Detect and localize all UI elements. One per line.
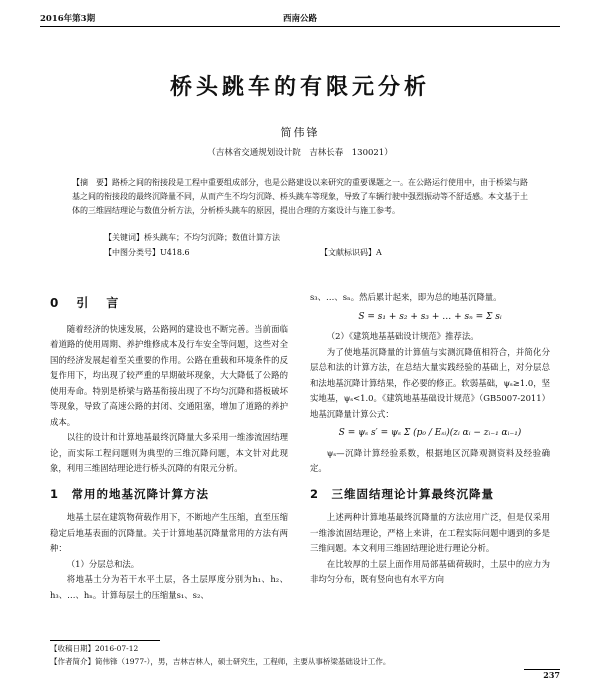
section-1-paragraph-3: s₃、…、sₙ。然后累计起来，即为总的地基沉降量。 (310, 292, 502, 302)
equation-2: S = ψₛ s′ = ψₛ Σ (p₀ / Eₛᵢ)(zᵢ αᵢ − zᵢ₋₁ αᵢ₋₁) (338, 428, 522, 438)
issue-label: 2016年第3期 (40, 14, 96, 24)
classification-row (104, 247, 494, 258)
equation-1: S = s₁ + s₂ + s₃ + … + sₙ = Σ sᵢ (358, 311, 502, 322)
right-column (310, 290, 550, 588)
affiliation: （吉林省交通规划设计院 吉林长春 130021） (207, 148, 393, 158)
paper-title: 桥头跳车的有限元分析 (169, 75, 430, 100)
document-code: 【文献标识码】A (320, 248, 382, 257)
left-column (50, 290, 288, 603)
section-2-paragraph-2: 在比较厚的土层上面作用局部基础荷载时，土层中的应力为非均匀分布，既有竖向也有水平方向 (310, 558, 550, 584)
author-name: 简伟锋 (280, 126, 320, 139)
section-2-paragraph-1: 上述两种计算地基最终沉降量的方法应用广泛，但是仅采用一维渗流固结理论，严格上来讲，在工程实际问题中遇到的多是三维问题。本文利用三维固结理论进行理论分析。 (310, 512, 550, 553)
section-1-paragraph-1: 地基土层在建筑物荷载作用下，不断地产生压缩，直至压缩稳定后地基表面的沉降量。关于计算地基沉降量常用的方法有两种： (50, 512, 288, 553)
section-1-paragraph-5: ψₛ—沉降计算经验系数，根据地区沉降观测资料及经验确定。 (310, 447, 550, 473)
clc-number: 【中图分类号】U418.6 (104, 248, 190, 257)
section-1-paragraph-4: 为了使地基沉降量的计算值与实测沉降值相符合，并简化分层总和法的计算方法，在总结大量实践经验的基础上，对分层总和法地基沉降计算结果，作必要的修正。软弱基础，ψₛ≥1.0，坚实地基，ψₛ<1.0。《建筑地基基础设计规范》（GB5007-2011）地基沉降量计算公式： (310, 346, 550, 419)
running-head (40, 10, 560, 27)
section-0-heading: 0 引 言 (50, 296, 122, 310)
received-date: 【收稿日期】2016-07-12 (50, 644, 139, 653)
section-0-paragraph-2: 以往的设计和计算地基最终沉降量大多采用一维渗流固结理论，而实际工程问题则为典型的三维沉降问题，本文针对此现象，利用三维固结理论进行桥头沉降的有限元分析。 (50, 432, 288, 473)
section-1-paragraph-2: 将地基土分为若干水平土层，各土层厚度分别为h₁、h₂、h₃、…、hₙ。计算每层土的压缩量s₁、s₂、 (50, 574, 288, 600)
section-0-paragraph-1: 随着经济的快速发展，公路网的建设也不断完善。当前面临着道路的使用周期、养护维修成本及行车安全等问题，这些对全国的经济发展起着至关重要的作用。公路在重载和环境条件的反复作用下，均出现了较严重的早期破坏现象，大大降低了公路的使用寿命。特别是桥梁与路基衔接出现了不均匀沉降和搭板破坏等现象，导致了高速公路的封闭、交通阻塞，增加了道路的养护成本。 (50, 323, 288, 427)
journal-name: 西南公路 (282, 14, 317, 24)
keywords: 【关键词】桥头跳车；不均匀沉降；数值计算方法 (104, 233, 280, 242)
abstract: 【摘 要】路桥之间的衔接段是工程中重要组成部分，也是公路建设以来研究的重要课题之一。在公路运行使用中，由于桥梁与路基之间的衔接段的最终沉降量不同，从而产生不均匀沉降、桥头跳车等现象，导致了车辆行驶中强烈振动等不舒适感。本文基于土体的三维固结理论与数值分析方法，分析桥头跳车的原因，提出合理的方案设计与施工参考。 (72, 178, 528, 215)
section-1-heading: 1 常用的地基沉降计算方法 (50, 486, 210, 501)
page-number: 237 (524, 669, 560, 680)
footnote-rule (50, 640, 160, 641)
author-bio: 【作者简介】简伟锋（1977-），男，吉林吉林人，硕士研究生，工程师，主要从事桥梁基础设计工作。 (50, 657, 391, 666)
section-2-heading: 2 三维固结理论计算最终沉降量 (310, 486, 494, 501)
section-1-subheading-1: （1）分层总和法。 (66, 558, 140, 569)
section-1-subheading-2: （2）《建筑地基基础设计规范》推荐法。 (326, 331, 479, 341)
